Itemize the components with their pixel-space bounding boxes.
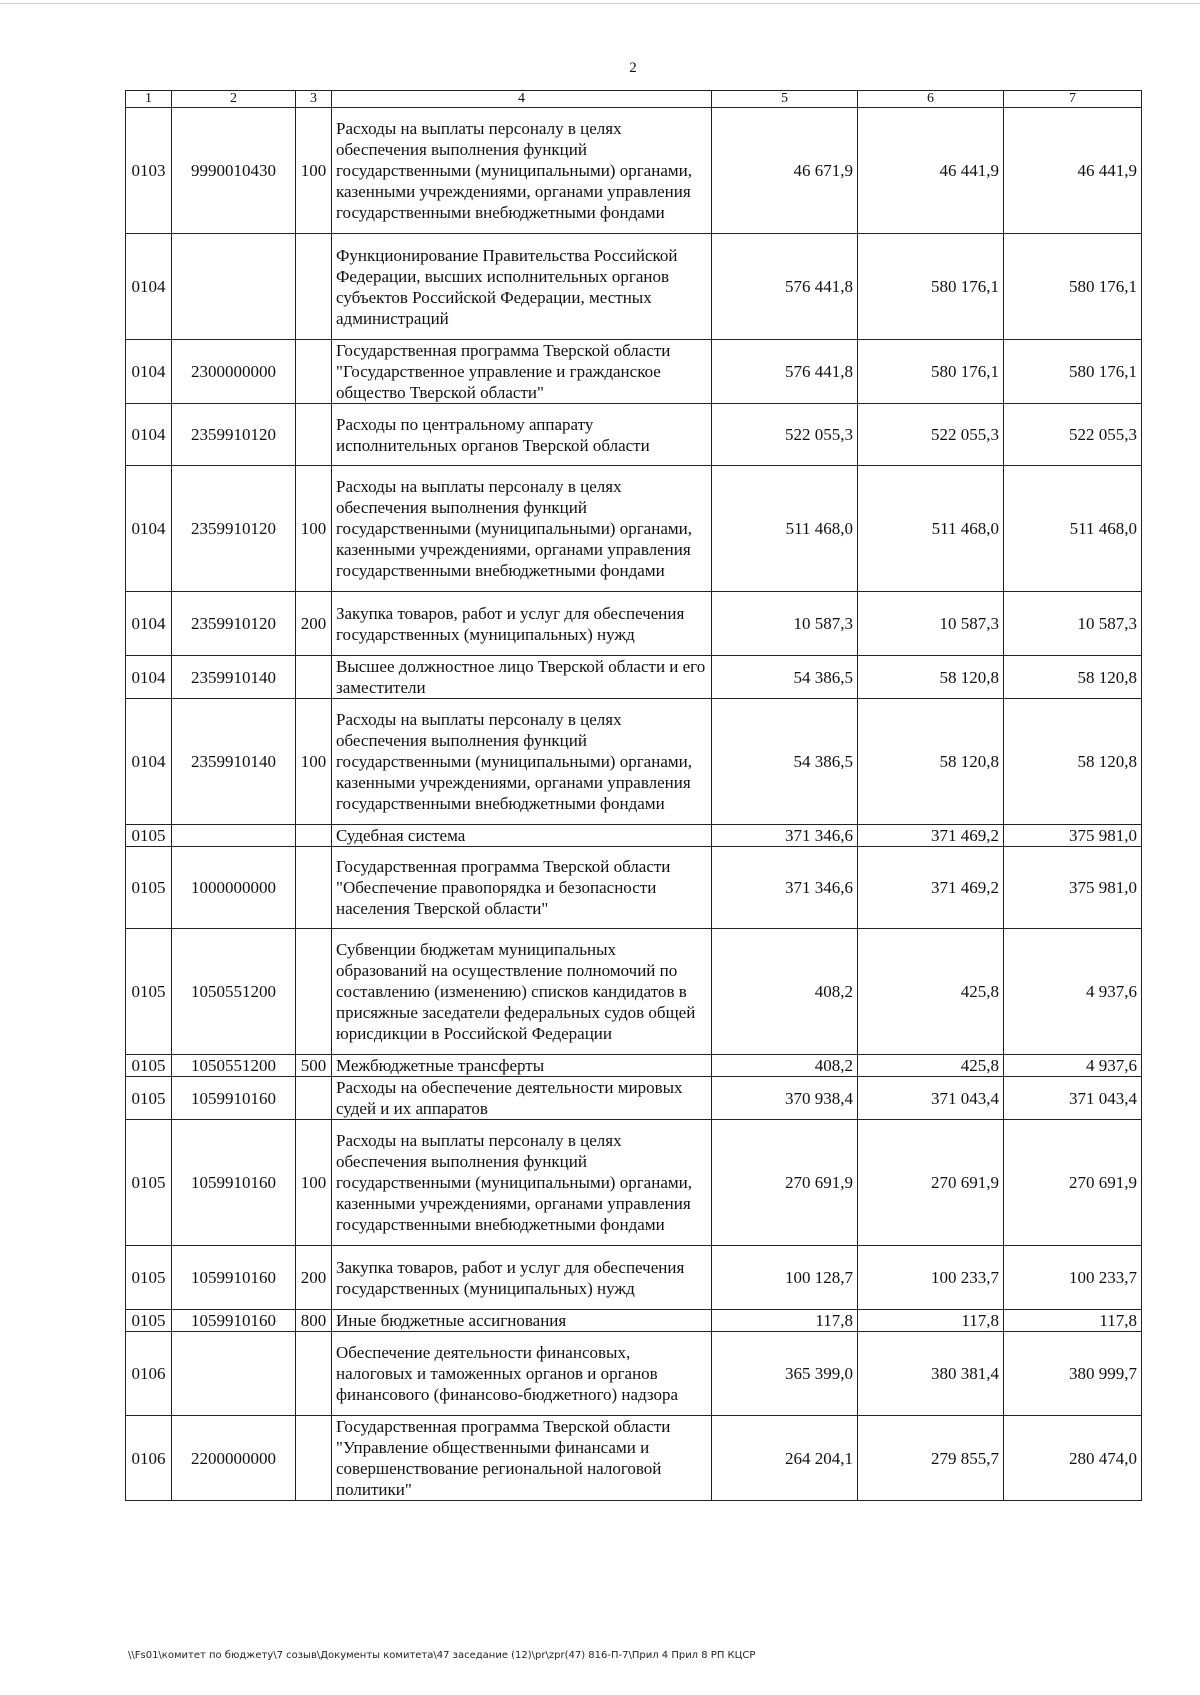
target-article-cell: 1050551200 bbox=[172, 1055, 296, 1077]
target-article-cell: 1059910160 bbox=[172, 1246, 296, 1310]
amount-col5-cell: 54 386,5 bbox=[712, 656, 858, 699]
item-name-cell: Государственная программа Тверской области "Управление общественными финансами и совершенствование региональной налоговой политики" bbox=[332, 1416, 712, 1501]
table-row bbox=[126, 592, 1142, 656]
section-code-cell: 0104 bbox=[126, 656, 172, 699]
amount-col6-cell: 10 587,3 bbox=[858, 592, 1004, 656]
amount-col6-cell: 380 381,4 bbox=[858, 1332, 1004, 1416]
item-name-cell: Закупка товаров, работ и услуг для обеспечения государственных (муниципальных) нужд bbox=[332, 1246, 712, 1310]
amount-col7-cell: 580 176,1 bbox=[1004, 340, 1142, 404]
section-code-cell: 0106 bbox=[126, 1332, 172, 1416]
amount-col7-cell: 46 441,9 bbox=[1004, 108, 1142, 234]
expense-type-cell bbox=[296, 404, 332, 466]
item-name-cell: Расходы на выплаты персоналу в целях обеспечения выполнения функций государственными (муниципальными) органами, казенными учреждениями, органами управления государственными внебюджетными фондами bbox=[332, 699, 712, 825]
table-row bbox=[126, 340, 1142, 404]
table-row bbox=[126, 1246, 1142, 1310]
section-code-cell: 0105 bbox=[126, 1246, 172, 1310]
file-path-footer: \\Fs01\комитет по бюджету\7 созыв\Документы комитета\47 заседание (12)\pr\zpr(47) 816-П-7\Прил 4 Прил 8 РП КЦСР bbox=[128, 1650, 756, 1661]
amount-col7-cell: 375 981,0 bbox=[1004, 825, 1142, 847]
expense-type-cell bbox=[296, 847, 332, 929]
header-cell: 5 bbox=[712, 91, 858, 108]
amount-col5-cell: 365 399,0 bbox=[712, 1332, 858, 1416]
expense-type-cell: 100 bbox=[296, 466, 332, 592]
table-row bbox=[126, 466, 1142, 592]
header-cell: 7 bbox=[1004, 91, 1142, 108]
target-article-cell: 2359910140 bbox=[172, 656, 296, 699]
section-code-cell: 0105 bbox=[126, 1055, 172, 1077]
target-article-cell: 2359910120 bbox=[172, 404, 296, 466]
table-row bbox=[126, 1077, 1142, 1120]
item-name-cell: Судебная система bbox=[332, 825, 712, 847]
amount-col5-cell: 522 055,3 bbox=[712, 404, 858, 466]
header-cell: 2 bbox=[172, 91, 296, 108]
expense-type-cell bbox=[296, 1077, 332, 1120]
amount-col7-cell: 280 474,0 bbox=[1004, 1416, 1142, 1501]
amount-col5-cell: 576 441,8 bbox=[712, 234, 858, 340]
budget-table bbox=[125, 90, 1142, 1501]
item-name-cell: Государственная программа Тверской области "Государственное управление и гражданское общество Тверской области" bbox=[332, 340, 712, 404]
amount-col7-cell: 270 691,9 bbox=[1004, 1120, 1142, 1246]
amount-col7-cell: 4 937,6 bbox=[1004, 1055, 1142, 1077]
amount-col6-cell: 371 469,2 bbox=[858, 847, 1004, 929]
expense-type-cell: 100 bbox=[296, 699, 332, 825]
expense-type-cell bbox=[296, 340, 332, 404]
page-number: 2 bbox=[629, 60, 637, 76]
amount-col6-cell: 270 691,9 bbox=[858, 1120, 1004, 1246]
item-name-cell: Обеспечение деятельности финансовых, налоговых и таможенных органов и органов финансового (финансово-бюджетного) надзора bbox=[332, 1332, 712, 1416]
amount-col5-cell: 408,2 bbox=[712, 1055, 858, 1077]
expense-type-cell bbox=[296, 1332, 332, 1416]
table-row bbox=[126, 699, 1142, 825]
expense-type-cell bbox=[296, 929, 332, 1055]
expense-type-cell: 500 bbox=[296, 1055, 332, 1077]
target-article-cell bbox=[172, 825, 296, 847]
section-code-cell: 0105 bbox=[126, 1310, 172, 1332]
amount-col5-cell: 100 128,7 bbox=[712, 1246, 858, 1310]
item-name-cell: Межбюджетные трансферты bbox=[332, 1055, 712, 1077]
amount-col7-cell: 522 055,3 bbox=[1004, 404, 1142, 466]
section-code-cell: 0104 bbox=[126, 699, 172, 825]
item-name-cell: Расходы на выплаты персоналу в целях обеспечения выполнения функций государственными (муниципальными) органами, казенными учреждениями, органами управления государственными внебюджетными фондами bbox=[332, 1120, 712, 1246]
section-code-cell: 0105 bbox=[126, 929, 172, 1055]
item-name-cell: Иные бюджетные ассигнования bbox=[332, 1310, 712, 1332]
amount-col5-cell: 270 691,9 bbox=[712, 1120, 858, 1246]
target-article-cell: 1059910160 bbox=[172, 1310, 296, 1332]
amount-col7-cell: 371 043,4 bbox=[1004, 1077, 1142, 1120]
expense-type-cell: 800 bbox=[296, 1310, 332, 1332]
table-row bbox=[126, 1055, 1142, 1077]
target-article-cell: 2200000000 bbox=[172, 1416, 296, 1501]
item-name-cell: Функционирование Правительства Российской Федерации, высших исполнительных органов субъектов Российской Федерации, местных администраций bbox=[332, 234, 712, 340]
table-row bbox=[126, 656, 1142, 699]
table-row bbox=[126, 1120, 1142, 1246]
target-article-cell: 1059910160 bbox=[172, 1120, 296, 1246]
table-row bbox=[126, 1332, 1142, 1416]
amount-col7-cell: 380 999,7 bbox=[1004, 1332, 1142, 1416]
target-article-cell: 9990010430 bbox=[172, 108, 296, 234]
header-cell: 6 bbox=[858, 91, 1004, 108]
amount-col5-cell: 408,2 bbox=[712, 929, 858, 1055]
amount-col5-cell: 576 441,8 bbox=[712, 340, 858, 404]
amount-col7-cell: 117,8 bbox=[1004, 1310, 1142, 1332]
section-code-cell: 0105 bbox=[126, 825, 172, 847]
amount-col5-cell: 54 386,5 bbox=[712, 699, 858, 825]
header-cell: 4 bbox=[332, 91, 712, 108]
section-code-cell: 0103 bbox=[126, 108, 172, 234]
amount-col6-cell: 522 055,3 bbox=[858, 404, 1004, 466]
item-name-cell: Расходы на выплаты персоналу в целях обеспечения выполнения функций государственными (муниципальными) органами, казенными учреждениями, органами управления государственными внебюджетными фондами bbox=[332, 108, 712, 234]
amount-col6-cell: 580 176,1 bbox=[858, 340, 1004, 404]
amount-col6-cell: 46 441,9 bbox=[858, 108, 1004, 234]
amount-col5-cell: 264 204,1 bbox=[712, 1416, 858, 1501]
target-article-cell: 1050551200 bbox=[172, 929, 296, 1055]
table-row bbox=[126, 847, 1142, 929]
amount-col5-cell: 117,8 bbox=[712, 1310, 858, 1332]
expense-type-cell: 100 bbox=[296, 108, 332, 234]
target-article-cell bbox=[172, 234, 296, 340]
amount-col6-cell: 117,8 bbox=[858, 1310, 1004, 1332]
amount-col6-cell: 100 233,7 bbox=[858, 1246, 1004, 1310]
table-row bbox=[126, 108, 1142, 234]
expense-type-cell: 100 bbox=[296, 1120, 332, 1246]
amount-col7-cell: 58 120,8 bbox=[1004, 699, 1142, 825]
target-article-cell: 2359910120 bbox=[172, 466, 296, 592]
amount-col6-cell: 511 468,0 bbox=[858, 466, 1004, 592]
target-article-cell: 1000000000 bbox=[172, 847, 296, 929]
item-name-cell: Высшее должностное лицо Тверской области и его заместители bbox=[332, 656, 712, 699]
amount-col6-cell: 58 120,8 bbox=[858, 656, 1004, 699]
header-row bbox=[126, 91, 1142, 108]
section-code-cell: 0106 bbox=[126, 1416, 172, 1501]
expense-type-cell: 200 bbox=[296, 592, 332, 656]
section-code-cell: 0104 bbox=[126, 592, 172, 656]
amount-col5-cell: 371 346,6 bbox=[712, 825, 858, 847]
amount-col5-cell: 371 346,6 bbox=[712, 847, 858, 929]
amount-col7-cell: 58 120,8 bbox=[1004, 656, 1142, 699]
table-row bbox=[126, 1310, 1142, 1332]
section-code-cell: 0105 bbox=[126, 1120, 172, 1246]
expense-type-cell bbox=[296, 234, 332, 340]
section-code-cell: 0104 bbox=[126, 234, 172, 340]
table-row bbox=[126, 1416, 1142, 1501]
amount-col6-cell: 279 855,7 bbox=[858, 1416, 1004, 1501]
expense-type-cell bbox=[296, 825, 332, 847]
amount-col5-cell: 511 468,0 bbox=[712, 466, 858, 592]
amount-col6-cell: 371 043,4 bbox=[858, 1077, 1004, 1120]
amount-col6-cell: 425,8 bbox=[858, 1055, 1004, 1077]
target-article-cell bbox=[172, 1332, 296, 1416]
expense-type-cell bbox=[296, 1416, 332, 1501]
amount-col7-cell: 511 468,0 bbox=[1004, 466, 1142, 592]
section-code-cell: 0104 bbox=[126, 404, 172, 466]
target-article-cell: 1059910160 bbox=[172, 1077, 296, 1120]
item-name-cell: Закупка товаров, работ и услуг для обеспечения государственных (муниципальных) нужд bbox=[332, 592, 712, 656]
amount-col7-cell: 100 233,7 bbox=[1004, 1246, 1142, 1310]
item-name-cell: Расходы на обеспечение деятельности мировых судей и их аппаратов bbox=[332, 1077, 712, 1120]
header-cell: 1 bbox=[126, 91, 172, 108]
section-code-cell: 0105 bbox=[126, 847, 172, 929]
section-code-cell: 0105 bbox=[126, 1077, 172, 1120]
table-row bbox=[126, 825, 1142, 847]
amount-col7-cell: 580 176,1 bbox=[1004, 234, 1142, 340]
table-row bbox=[126, 929, 1142, 1055]
table-row bbox=[126, 234, 1142, 340]
item-name-cell: Государственная программа Тверской области "Обеспечение правопорядка и безопасности населения Тверской области" bbox=[332, 847, 712, 929]
target-article-cell: 2359910120 bbox=[172, 592, 296, 656]
target-article-cell: 2300000000 bbox=[172, 340, 296, 404]
amount-col5-cell: 10 587,3 bbox=[712, 592, 858, 656]
amount-col7-cell: 10 587,3 bbox=[1004, 592, 1142, 656]
section-code-cell: 0104 bbox=[126, 466, 172, 592]
section-code-cell: 0104 bbox=[126, 340, 172, 404]
expense-type-cell bbox=[296, 656, 332, 699]
amount-col7-cell: 4 937,6 bbox=[1004, 929, 1142, 1055]
item-name-cell: Субвенции бюджетам муниципальных образований на осуществление полномочий по составлению (изменению) списков кандидатов в присяжные заседатели федеральных судов общей юрисдикции в Российской Федерации bbox=[332, 929, 712, 1055]
target-article-cell: 2359910140 bbox=[172, 699, 296, 825]
header-cell: 3 bbox=[296, 91, 332, 108]
item-name-cell: Расходы по центральному аппарату исполнительных органов Тверской области bbox=[332, 404, 712, 466]
amount-col7-cell: 375 981,0 bbox=[1004, 847, 1142, 929]
item-name-cell: Расходы на выплаты персоналу в целях обеспечения выполнения функций государственными (муниципальными) органами, казенными учреждениями, органами управления государственными внебюджетными фондами bbox=[332, 466, 712, 592]
amount-col6-cell: 371 469,2 bbox=[858, 825, 1004, 847]
amount-col6-cell: 580 176,1 bbox=[858, 234, 1004, 340]
amount-col5-cell: 46 671,9 bbox=[712, 108, 858, 234]
expense-type-cell: 200 bbox=[296, 1246, 332, 1310]
scan-edge-line bbox=[0, 3, 1200, 4]
amount-col5-cell: 370 938,4 bbox=[712, 1077, 858, 1120]
amount-col6-cell: 58 120,8 bbox=[858, 699, 1004, 825]
table-row bbox=[126, 404, 1142, 466]
amount-col6-cell: 425,8 bbox=[858, 929, 1004, 1055]
